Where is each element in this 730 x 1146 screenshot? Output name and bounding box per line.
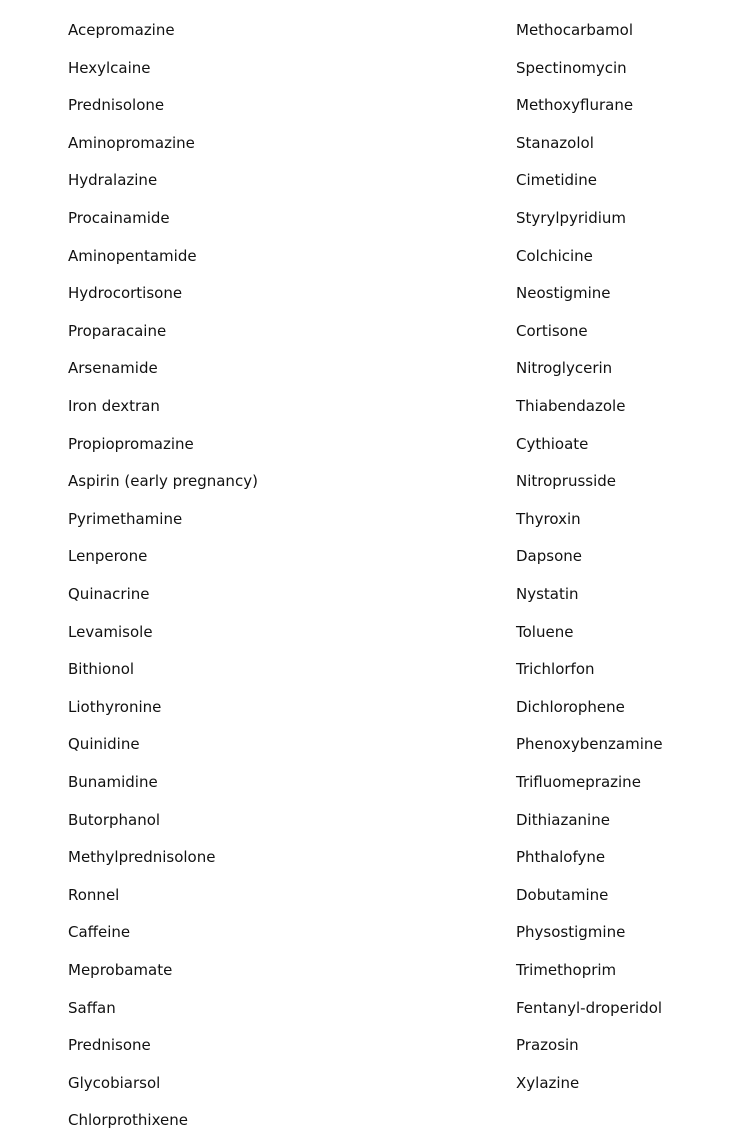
list-item: Thiabendazole [516, 397, 626, 415]
list-item: Aminopromazine [68, 133, 195, 152]
list-item: Meprobamate [68, 961, 173, 979]
list-item: Xylazine [516, 1073, 580, 1092]
list-item: Prednisone [68, 1036, 151, 1055]
list-item: Proparacaine [68, 321, 167, 340]
list-item: Dichlorophene [516, 697, 625, 716]
list-item: Prazosin [516, 1036, 579, 1055]
list-item: Acepromazine [68, 21, 175, 39]
list-item: Cortisone [516, 321, 588, 340]
list-item: Nitroprusside [516, 472, 617, 491]
list-item: Procainamide [68, 209, 170, 227]
list-item: Toluene [516, 622, 574, 641]
list-item: Caffeine [68, 923, 131, 942]
list-item: Saffan [68, 998, 116, 1017]
list-item: Dapsone [516, 547, 582, 566]
list-item: Nitroglycerin [516, 359, 613, 378]
list-item: Methocarbamol [516, 21, 634, 39]
list-item: Liothyronine [68, 697, 162, 716]
list-item: Quinacrine [68, 585, 150, 603]
list-item: Quinidine [68, 735, 140, 754]
list-item: Dithiazanine [516, 810, 610, 829]
list-item: Nystatin [516, 585, 579, 603]
list-item: Levamisole [68, 622, 153, 641]
list-item: Cimetidine [516, 171, 597, 190]
list-item: Thyroxin [516, 509, 581, 528]
list-item: Butorphanol [68, 810, 161, 829]
list-item: Methoxyflurane [516, 96, 634, 115]
list-item: Methylprednisolone [68, 848, 216, 867]
list-item: Bunamidine [68, 773, 158, 791]
list-item: Physostigmine [516, 923, 626, 942]
list-item: Phenoxybenzamine [516, 735, 663, 754]
list-item: Aspirin (early pregnancy) [68, 472, 258, 491]
list-item: Pyrimethamine [68, 509, 183, 528]
list-item: Ronnel [68, 885, 120, 904]
list-item: Colchicine [516, 246, 593, 265]
list-item: Glycobiarsol [68, 1073, 161, 1092]
list-item: Bithionol [68, 660, 135, 679]
list-item: Trimethoprim [516, 961, 617, 979]
list-item: Aminopentamide [68, 246, 197, 265]
list-item: Styrylpyridium [516, 209, 627, 227]
list-item: Hydrocortisone [68, 284, 183, 303]
list-item: Hydralazine [68, 171, 158, 190]
list-item: Phthalofyne [516, 848, 606, 867]
list-item: Stanazolol [516, 133, 594, 152]
list-item: Trichlorfon [516, 660, 595, 679]
list-item: Trifluomeprazine [516, 773, 641, 791]
list-item: Lenperone [68, 547, 148, 566]
list-item: Propiopromazine [68, 434, 194, 453]
list-item: Arsenamide [68, 359, 158, 378]
list-item: Spectinomycin [516, 58, 627, 77]
list-item: Fentanyl-droperidol [516, 998, 663, 1017]
list-item: Neostigmine [516, 284, 611, 303]
list-item: Iron dextran [68, 397, 160, 415]
list-item: Dobutamine [516, 885, 609, 904]
list-item: Hexylcaine [68, 58, 151, 77]
list-item: Chlorprothixene [68, 1111, 188, 1130]
list-item: Cythioate [516, 434, 589, 453]
list-item: Prednisolone [68, 96, 165, 115]
